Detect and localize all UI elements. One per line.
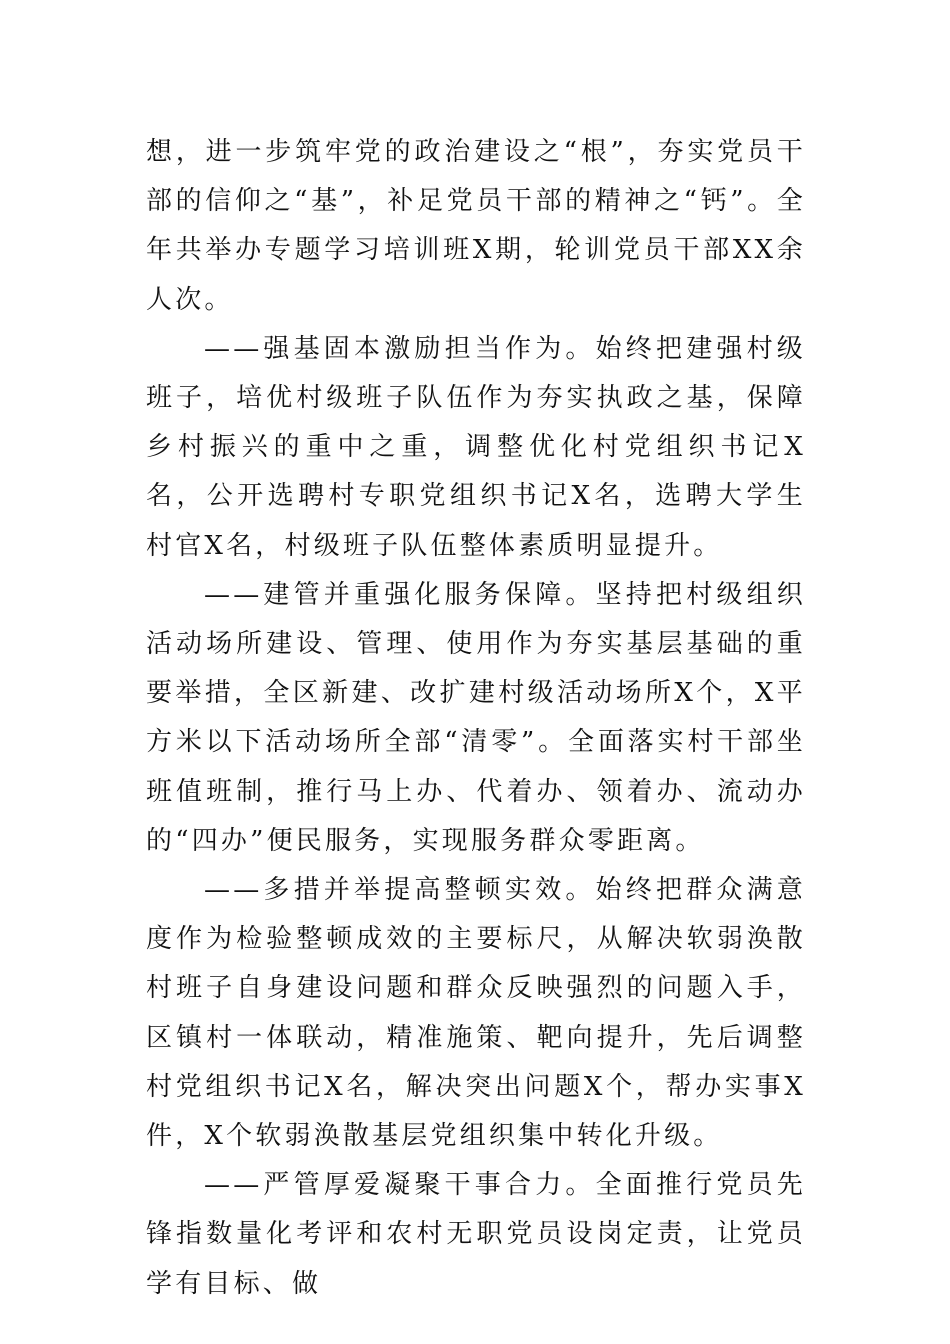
paragraph-4-text: 始终把群众满意度作为检验整顿成效的主要标尺，从解决软弱涣散村班子自身建设问题和群众反映强烈的问题入手，区镇村一体联动，精准施策、靶向提升，先后调整村党组织书记X名，解决突出问题X个，帮办实事X件，X个软弱涣散基层党组织集中转化升级。: [146, 875, 806, 1152]
paragraph-1: [146, 128, 806, 325]
paragraph-2-text: 始终把建强村级班子，培优村级班子队伍作为夯实执政之基，保障乡村振兴的重中之重，调整优化村党组织书记X名，公开选聘村专职党组织书记X名，选聘大学生村官X名，村级班子队伍整体素质明显提升。: [146, 333, 806, 561]
paragraph-3: [146, 571, 806, 866]
paragraph-1-text: 想，进一步筑牢党的政治建设之“根”，夯实党员干部的信仰之“基”，补足党员干部的精神之“钙”。全年共举办专题学习培训班X期，轮训党员干部XX余人次。: [146, 137, 806, 315]
paragraph-4: [146, 866, 806, 1161]
paragraph-3-text: 坚持把村级组织活动场所建设、管理、使用作为夯实基层基础的重要举措，全区新建、改扩建村级活动场所X个，X平方米以下活动场所全部“清零”。全面落实村干部坐班值班制，推行马上办、代着办、领着办、流动办的“四办”便民服务，实现服务群众零距离。: [146, 579, 806, 856]
paragraph-4-heading: ——多措并举提高整顿实效。: [204, 875, 596, 906]
paragraph-5-text: 全面推行党员先锋指数量化考评和农村无职党员设岗定责，让党员学有目标、做: [146, 1170, 806, 1299]
paragraph-2: [146, 325, 806, 571]
document-body: [146, 128, 806, 1309]
paragraph-3-heading: ——建管并重强化服务保障。: [204, 579, 596, 610]
paragraph-2-heading: ——强基固本激励担当作为。: [204, 333, 596, 364]
paragraph-5: [146, 1161, 806, 1309]
paragraph-5-heading: ——严管厚爱凝聚干事合力。: [204, 1170, 596, 1201]
